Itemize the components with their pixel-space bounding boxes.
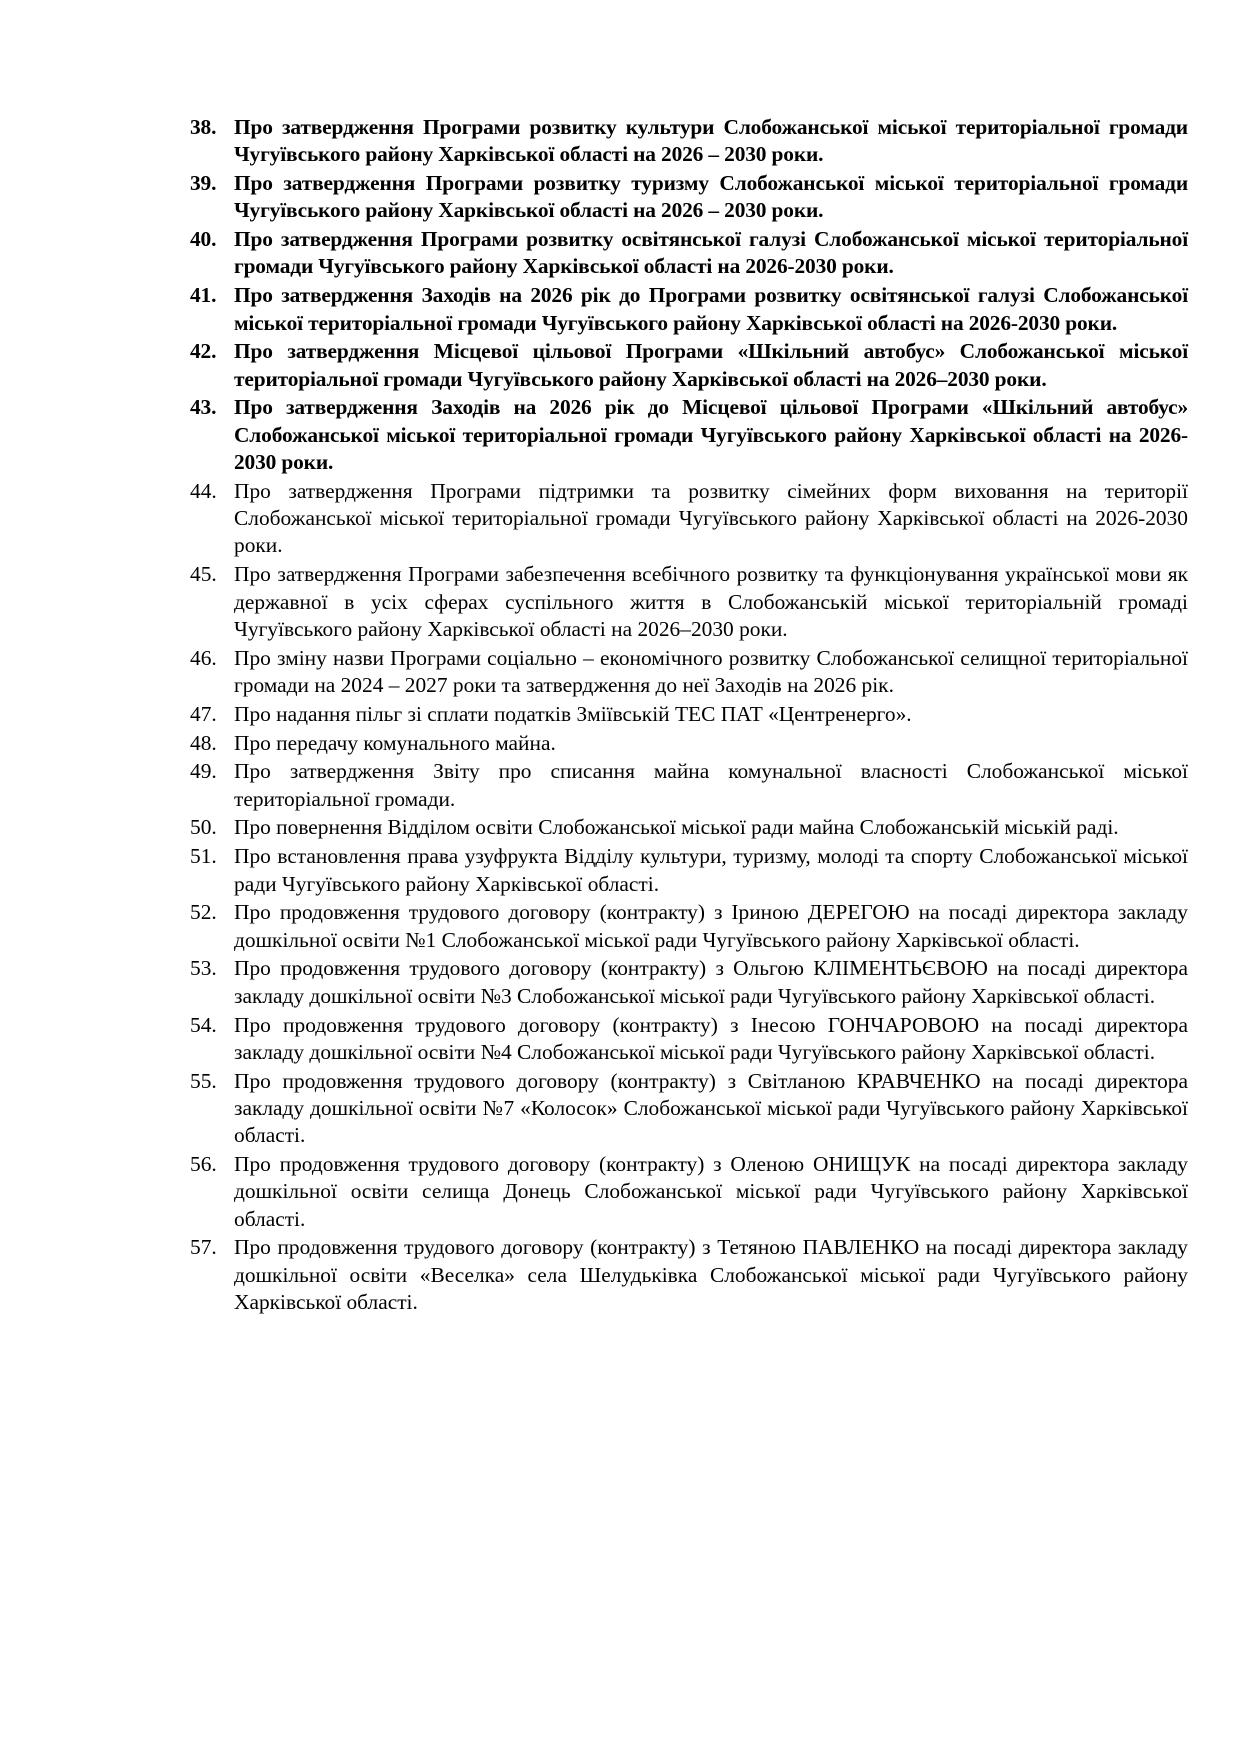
item-number: 57. — [190, 1235, 217, 1260]
item-text: Про продовження трудового договору (контракту) з Світланою КРАВЧЕНКО на посаді директора закладу дошкільної освіти №7 «Колосок» Слобожанської міської ради Чугуївського району Харківської області. — [234, 1068, 1188, 1148]
item-text: Про затвердження Програми розвитку культури Слобожанської міської територіальної громади Чугуївського району Харківської області на 2026 – 2030 роки. — [234, 115, 1188, 167]
agenda-item-53 — [190, 955, 1188, 1010]
agenda-item-41 — [190, 282, 1188, 337]
item-text: Про затвердження Місцевої цільової Програми «Шкільний автобус» Слобожанської міської територіальної громади Чугуївського району Харківської області на 2026–2030 роки. — [234, 339, 1188, 391]
item-number: 52. — [190, 900, 217, 925]
agenda-item-50 — [190, 814, 1188, 841]
item-number: 40. — [190, 227, 217, 252]
agenda-item-39 — [190, 170, 1188, 225]
item-text: Про продовження трудового договору (контракту) з Оленою ОНИЩУК на посаді директора закладу дошкільної освіти селища Донець Слобожанської міської ради Чугуївського району Харківської області. — [234, 1151, 1188, 1231]
item-number: 53. — [190, 956, 217, 981]
item-number: 47. — [190, 701, 217, 726]
item-number: 44. — [190, 478, 217, 503]
agenda-item-48 — [190, 730, 1188, 757]
agenda-item-38 — [190, 114, 1188, 169]
item-number: 49. — [190, 759, 217, 784]
item-text: Про затвердження Програми забезпечення всебічного розвитку та функціонування української мови як державної в усіх сферах суспільного життя в Слобожанській міської територіальній громаді Чугуївського району Харківської області на 2026–2030 роки. — [234, 562, 1188, 641]
item-text: Про встановлення права узуфрукта Відділу культури, туризму, молоді та спорту Слобожанської міської ради Чугуївського району Харківської області. — [234, 844, 1188, 896]
agenda-item-49 — [190, 758, 1188, 813]
item-text: Про продовження трудового договору (контракту) з Іриною ДЕРЕГОЮ на посаді директора закладу дошкільної освіти №1 Слобожанської міської ради Чугуївського району Харківської області. — [234, 900, 1188, 952]
item-text: Про затвердження Звіту про списання майна комунальної власності Слобожанської міської територіальної громади. — [234, 759, 1188, 811]
item-text: Про затвердження Заходів на 2026 рік до Місцевої цільової Програми «Шкільний автобус» Слобожанської міської територіальної громади Чугуївського району Харківської області на 2026-2030 роки. — [234, 395, 1188, 475]
item-number: 39. — [190, 171, 217, 196]
item-number: 41. — [190, 283, 217, 308]
agenda-item-51 — [190, 843, 1188, 898]
agenda-item-45 — [190, 561, 1188, 643]
document-page — [190, 114, 1188, 1318]
item-number: 51. — [190, 844, 217, 869]
item-number: 46. — [190, 645, 217, 670]
item-number: 45. — [190, 562, 217, 587]
item-text: Про продовження трудового договору (контракту) з Тетяною ПАВЛЕНКО на посаді директора закладу дошкільної освіти «Веселка» села Шелудьківка Слобожанської міської ради Чугуївського району Харківської області. — [234, 1235, 1188, 1314]
agenda-item-56 — [190, 1151, 1188, 1233]
agenda-item-54 — [190, 1012, 1188, 1067]
item-text: Про затвердження Програми розвитку освітянської галузі Слобожанської міської територіальної громади Чугуївського району Харківської області на 2026-2030 роки. — [234, 227, 1188, 279]
item-number: 50. — [190, 815, 217, 840]
item-text: Про повернення Відділом освіти Слобожанської міської ради майна Слобожанській міській раді. — [234, 815, 1119, 840]
item-text: Про зміну назви Програми соціально – економічного розвитку Слобожанської селищної територіальної громади на 2024 – 2027 роки та затвердження до неї Заходів на 2026 рік. — [234, 645, 1188, 697]
item-text: Про затвердження Програми розвитку туризму Слобожанської міської територіальної громади Чугуївського району Харківської області на 2026 – 2030 роки. — [234, 171, 1188, 223]
agenda-item-55 — [190, 1068, 1188, 1150]
item-number: 54. — [190, 1012, 217, 1037]
item-text: Про надання пільг зі сплати податків Зміївській ТЕС ПАТ «Центренерго». — [234, 701, 912, 726]
agenda-item-43 — [190, 394, 1188, 476]
item-text: Про затвердження Заходів на 2026 рік до Програми розвитку освітянської галузі Слобожанської міської територіальної громади Чугуївського району Харківської області на 2026-2030 роки. — [234, 283, 1188, 335]
item-number: 56. — [190, 1151, 217, 1176]
agenda-item-42 — [190, 338, 1188, 393]
agenda-item-44 — [190, 478, 1188, 560]
agenda-list — [190, 114, 1188, 1316]
item-text: Про передачу комунального майна. — [234, 730, 556, 755]
agenda-item-52 — [190, 899, 1188, 954]
agenda-item-40 — [190, 226, 1188, 281]
item-number: 55. — [190, 1068, 217, 1093]
item-number: 43. — [190, 395, 217, 420]
item-number: 48. — [190, 730, 217, 755]
agenda-item-47 — [190, 701, 1188, 728]
item-number: 42. — [190, 339, 217, 364]
agenda-item-57 — [190, 1234, 1188, 1316]
item-text: Про продовження трудового договору (контракту) з Інесою ГОНЧАРОВОЮ на посаді директора закладу дошкільної освіти №4 Слобожанської міської ради Чугуївського району Харківської області. — [234, 1012, 1188, 1064]
agenda-item-46 — [190, 645, 1188, 700]
item-text: Про затвердження Програми підтримки та розвитку сімейних форм виховання на території Слобожанської міської територіальної громади Чугуївського району Харківської області на 2026-2030 роки. — [234, 478, 1188, 558]
item-text: Про продовження трудового договору (контракту) з Ольгою КЛІМЕНТЬЄВОЮ на посаді директора закладу дошкільної освіти №3 Слобожанської міської ради Чугуївського району Харківської області. — [234, 956, 1188, 1008]
item-number: 38. — [190, 115, 217, 139]
